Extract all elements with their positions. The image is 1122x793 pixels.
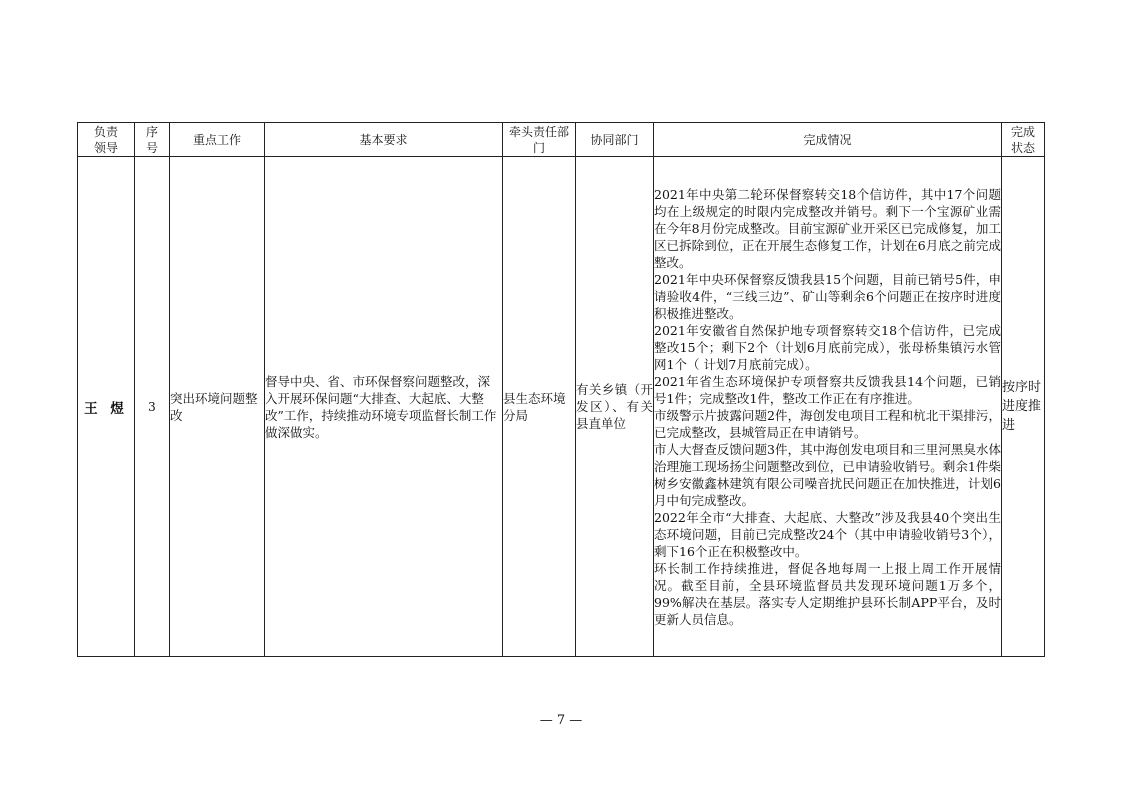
progress-paragraph: 2021年中央第二轮环保督察转交18个信访件，其中17个问题均在上级规定的时限内完成整改并销号。剩下一个宝源矿业需在今年8月份完成整改。目前宝源矿业开采区已完成修复，加工区已拆除到位，正在开展生态修复工作，计划在6月底之前完成整改。 (654, 186, 1001, 270)
progress-paragraph: 环长制工作持续推进，督促各地每周一上报上周工作开展情况。截至目前，全县环境监督员共发现环境问题1万多个，99%解决在基层。落实专人定期维护县环长制APP平台，及时更新人员信息。 (654, 560, 1001, 627)
seq-cell: 3 (135, 157, 170, 657)
work-progress-table (77, 122, 1045, 657)
page-number: — 7 — (539, 713, 583, 728)
header-progress: 完成情况 (654, 123, 1002, 157)
header-coop-dept: 协同部门 (576, 123, 654, 157)
table-row (78, 157, 1045, 657)
header-leader: 负责领导 (78, 123, 135, 157)
header-status: 完成状态 (1002, 123, 1045, 157)
leader-cell: 王 煜 (78, 157, 135, 657)
header-requirements: 基本要求 (265, 123, 503, 157)
progress-cell (654, 157, 1002, 657)
progress-paragraph: 市级警示片披露问题2件，海创发电项目工程和杭北干渠排污，已完成整改，县城管局正在申请销号。 (654, 407, 1001, 440)
requirements-cell: 督导中央、省、市环保督察问题整改，深入开展环保问题“大排查、大起底、大整改”工作，持续推动环境专项监督长制工作做深做实。 (265, 157, 503, 657)
progress-paragraph: 2021年中央环保督察反馈我县15个问题，目前已销号5件，申请验收4件，“三线三边”、矿山等剩余6个问题正在按序时进度积极推进整改。 (654, 271, 1001, 321)
header-seq: 序号 (135, 123, 170, 157)
progress-paragraph: 2021年省生态环境保护专项督察共反馈我县14个问题，已销号1件；完成整改1件，整改工作正在有序推进。 (654, 373, 1001, 406)
progress-paragraph: 市人大督查反馈问题3件，其中海创发电项目和三里河黑臭水体治理施工现场扬尘问题整改到位，已申请验收销号。剩余1件柴树乡安徽鑫林建筑有限公司噪音扰民问题正在加快推进，计划6月中旬完成整改。 (654, 441, 1001, 508)
status-cell: 按序时进度推进 (1002, 157, 1045, 657)
header-lead-dept: 牵头责任部门 (503, 123, 576, 157)
key-work-cell: 突出环境问题整改 (170, 157, 265, 657)
header-row (78, 123, 1045, 157)
header-key-work: 重点工作 (170, 123, 265, 157)
coop-dept-cell: 有关乡镇（开发区）、有关县直单位 (576, 157, 654, 657)
lead-dept-cell: 县生态环境分局 (503, 157, 576, 657)
progress-paragraph: 2021年安徽省自然保护地专项督察转交18个信访件，已完成整改15个；剩下2个（计划6月底前完成），张母桥集镇污水管网1个（ 计划7月底前完成）。 (654, 322, 1001, 372)
progress-paragraph: 2022年全市“大排查、大起底、大整改”涉及我县40个突出生态环境问题，目前已完成整改24个（其中申请验收销号3个），剩下16个正在积极整改中。 (654, 509, 1001, 559)
